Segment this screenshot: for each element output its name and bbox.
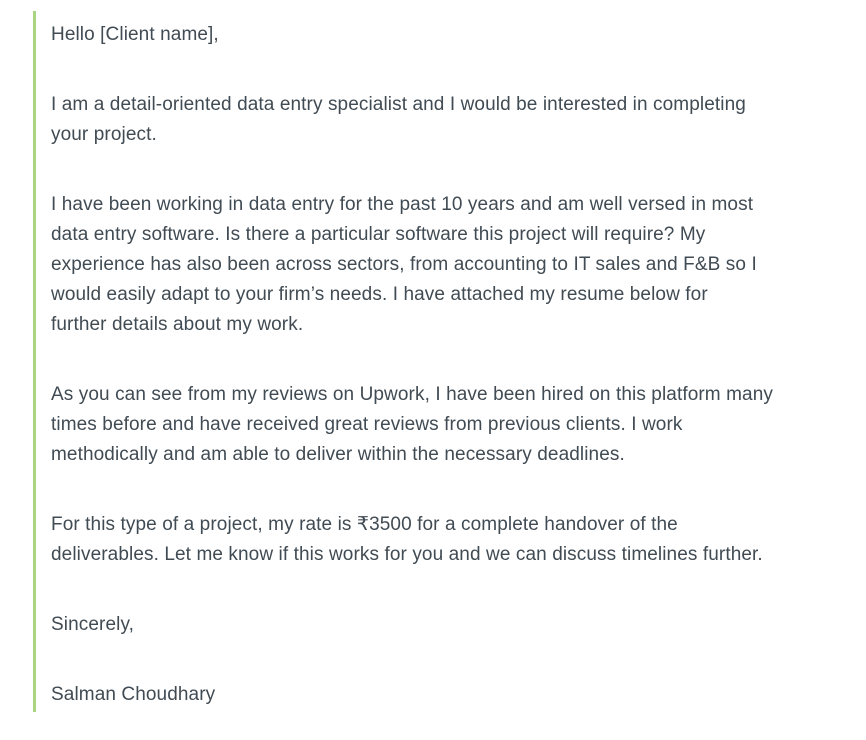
letter-line: your project. xyxy=(51,124,157,145)
letter-line: data entry software. Is there a particular software this project will require? My xyxy=(51,224,706,245)
letter-line: would easily adapt to your firm’s needs. I have attached my resume below for xyxy=(51,284,708,305)
greeting: Hello [Client name], xyxy=(51,24,219,45)
letter-line: further details about my work. xyxy=(51,314,304,335)
greeting-paragraph xyxy=(51,20,862,50)
closing: Sincerely, xyxy=(51,614,135,635)
letter-line: For this type of a project, my rate is ₹3500 for a complete handover of the xyxy=(51,514,678,535)
letter-line: I am a detail-oriented data entry specialist and I would be interested in completing xyxy=(51,94,746,115)
signature-paragraph xyxy=(51,680,862,710)
rate-paragraph xyxy=(51,510,862,570)
closing-paragraph xyxy=(51,610,862,640)
cover-letter-quote xyxy=(33,11,866,712)
letter-line: As you can see from my reviews on Upwork, I have been hired on this platform many xyxy=(51,384,773,405)
experience-paragraph xyxy=(51,190,862,340)
letter-line: methodically and am able to deliver within the necessary deadlines. xyxy=(51,444,625,465)
letter-line: I have been working in data entry for the past 10 years and am well versed in most xyxy=(51,194,754,215)
letter-line: experience has also been across sectors, from accounting to IT sales and F&B so I xyxy=(51,254,757,275)
letter-line: times before and have received great reviews from previous clients. I work xyxy=(51,414,683,435)
reviews-paragraph xyxy=(51,380,862,470)
intro-paragraph xyxy=(51,90,862,150)
signature: Salman Choudhary xyxy=(51,684,216,705)
letter-line: deliverables. Let me know if this works for you and we can discuss timelines further. xyxy=(51,544,763,565)
